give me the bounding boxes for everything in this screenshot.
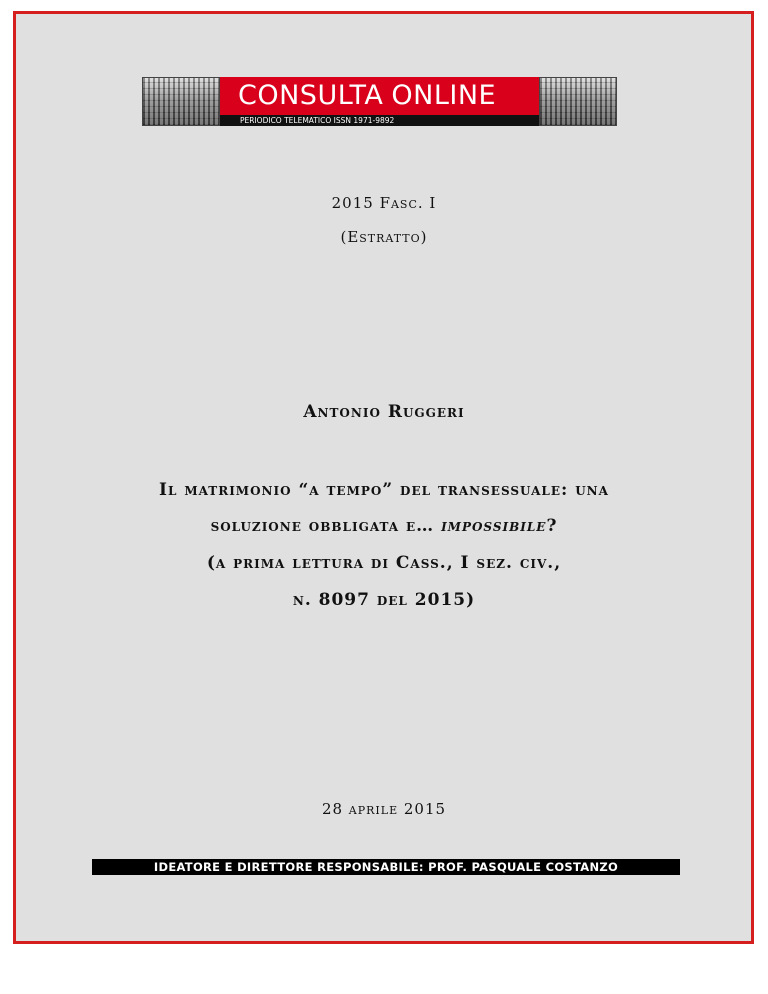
publication-date: 28 aprile 2015: [321, 800, 447, 818]
masthead-banner: [220, 77, 539, 126]
title-line-4: n. 8097 del 2015): [292, 590, 476, 610]
author-name: Antonio Ruggeri: [303, 402, 465, 422]
masthead-subtitle: PERIODICO TELEMATICO ISSN 1971-9892: [220, 115, 539, 126]
title-line-3: (a prima lettura di Cass., I sez. civ.,: [206, 553, 562, 573]
editor-footer-bar: IDEATORE E DIRETTORE RESPONSABILE: PROF. PASQUALE COSTANZO: [92, 859, 680, 875]
issue-fascicle: 2015 Fasc. I: [331, 194, 437, 212]
title-line-1: Il matrimonio “a tempo” del transessuale: una: [159, 480, 609, 500]
masthead-title: [220, 77, 539, 115]
masthead-photo-left: [142, 77, 220, 126]
title-line-2-suffix: ?: [546, 516, 558, 536]
title-line-2: [0, 516, 768, 536]
title-emphasis: impossibile: [441, 516, 547, 536]
masthead-photo-right: [539, 77, 617, 126]
masthead-title-online: ONLINE: [391, 80, 497, 111]
issue-extract-label: (Estratto): [340, 228, 428, 246]
masthead-title-consulta: CONSULTA: [238, 80, 384, 111]
title-line-2-prefix: soluzione obbligata e…: [210, 516, 435, 536]
masthead-logo: [142, 77, 617, 126]
